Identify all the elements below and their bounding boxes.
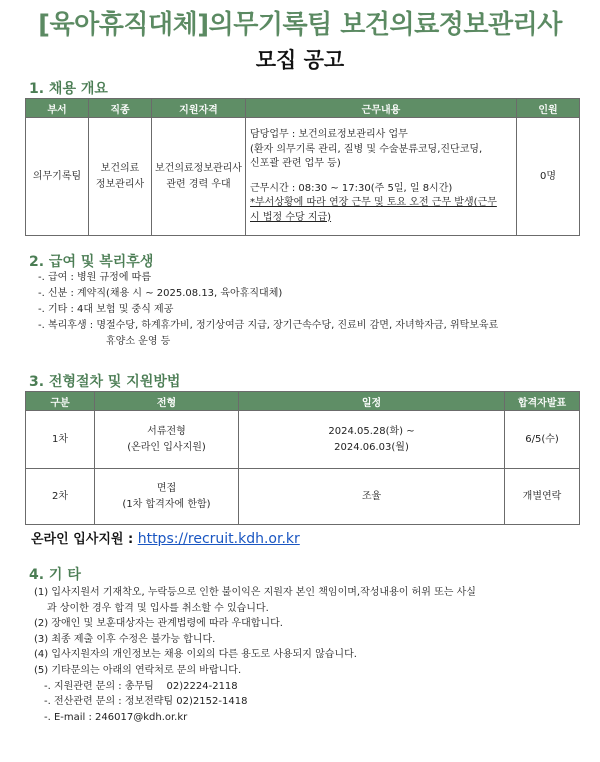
contact-email: -. E-mail : 246017@kdh.or.kr <box>44 711 188 723</box>
list-item: (2) 장애인 및 보훈대상자는 관계법령에 따라 우대합니다. <box>34 618 283 630</box>
header-announcement: 합격자발표 <box>505 392 580 411</box>
cell-job: 보건의료 정보관리사 <box>89 118 152 236</box>
section-2-heading: 2. 급여 및 복리후생 <box>29 254 154 270</box>
header-headcount: 인원 <box>517 99 580 118</box>
online-application-label: 온라인 입사지원 : <box>31 532 134 547</box>
list-item: -. 급여 : 병원 규정에 따름 <box>38 272 151 283</box>
table-row <box>26 411 580 469</box>
contact-general: -. 지원관련 문의 : 총무팀 02)2224-2118 <box>44 680 238 692</box>
list-item: -. 신분 : 계약직(채용 시 ~ 2025.08.13, 육아휴직대체) <box>38 288 283 299</box>
cell-qualification: 보건의료정보관리사 관련 경력 우대 <box>152 118 246 236</box>
list-item: -. 기타 : 4대 보험 및 중식 제공 <box>38 304 174 315</box>
cell-stage: 2차 <box>26 469 95 525</box>
header-stage: 구분 <box>26 392 95 411</box>
header-schedule: 일정 <box>239 392 505 411</box>
table-header-row <box>26 99 580 118</box>
table-row <box>26 118 580 236</box>
list-item: -. 복리후생 : 명절수당, 하계휴가비, 정기상여금 지급, 장기근속수당, 진료비 감면, 자녀학자금, 위탁보육료 <box>38 320 499 331</box>
online-application <box>31 528 300 547</box>
page-subtitle: 모집 공고 <box>255 48 345 72</box>
list-item: (3) 최종 제출 이후 수정은 불가능 합니다. <box>34 633 216 645</box>
recruitment-overview-table <box>25 98 580 236</box>
benefits-list <box>38 270 498 350</box>
cell-type: 서류전형 (온라인 입사지원) <box>95 411 239 469</box>
list-item: 과 상이한 경우 합격 및 입사를 취소할 수 있습니다. <box>47 602 269 614</box>
header-job: 직종 <box>89 99 152 118</box>
page-title: [육아휴직대체]의무기록팀 보건의료정보관리사 <box>38 10 562 40</box>
cell-work-content: 담당업무 : 보건의료정보관리사 업무 (환자 의무기록 관리, 질병 및 수술분류코딩,진단코딩, 신포괄 관련 업무 등) 근무시간 : 08:30 ~ 17:30(주 5일, 일 8시간) *부서상황에 따라 연장 근무 및 토요 오전 근무 발생(근무 시 법정 수당 지급) <box>246 118 517 236</box>
header-work-content: 근무내용 <box>246 99 517 118</box>
contact-it: -. 전산관련 문의 : 정보전략팀 02)2152-1418 <box>44 696 248 708</box>
cell-stage: 1차 <box>26 411 95 469</box>
cell-type: 면접 (1차 합격자에 한함) <box>95 469 239 525</box>
selection-process-table <box>25 391 580 525</box>
cell-announcement: 6/5(수) <box>505 411 580 469</box>
table-row <box>26 469 580 525</box>
cell-announcement: 개별연락 <box>505 469 580 525</box>
cell-schedule: 2024.05.28(화) ~ 2024.06.03(월) <box>239 411 505 469</box>
recruit-site-link[interactable]: https://recruit.kdh.or.kr <box>137 531 300 547</box>
cell-dept: 의무기록팀 <box>26 118 89 236</box>
list-item: (1) 입사지원서 기재착오, 누락등으로 인한 불이익은 지원자 본인 책임이며,작성내용이 허위 또는 사실 <box>34 587 476 598</box>
section-4-heading: 4. 기 타 <box>29 567 81 583</box>
cell-headcount: 0명 <box>517 118 580 236</box>
section-3-heading: 3. 전형절차 및 지원방법 <box>29 374 181 390</box>
header-type: 전형 <box>95 392 239 411</box>
table-header-row <box>26 392 580 411</box>
list-item: 휴양소 운영 등 <box>106 336 171 347</box>
list-item: (5) 기타문의는 아래의 연락처로 문의 바랍니다. <box>34 664 242 676</box>
section-1-heading: 1. 채용 개요 <box>29 81 108 97</box>
header-dept: 부서 <box>26 99 89 118</box>
list-item: (4) 입사지원자의 개인정보는 채용 이외의 다른 용도로 사용되지 않습니다. <box>34 649 357 661</box>
header-qualification: 지원자격 <box>152 99 246 118</box>
other-notes-list <box>34 585 476 725</box>
cell-schedule: 조율 <box>239 469 505 525</box>
